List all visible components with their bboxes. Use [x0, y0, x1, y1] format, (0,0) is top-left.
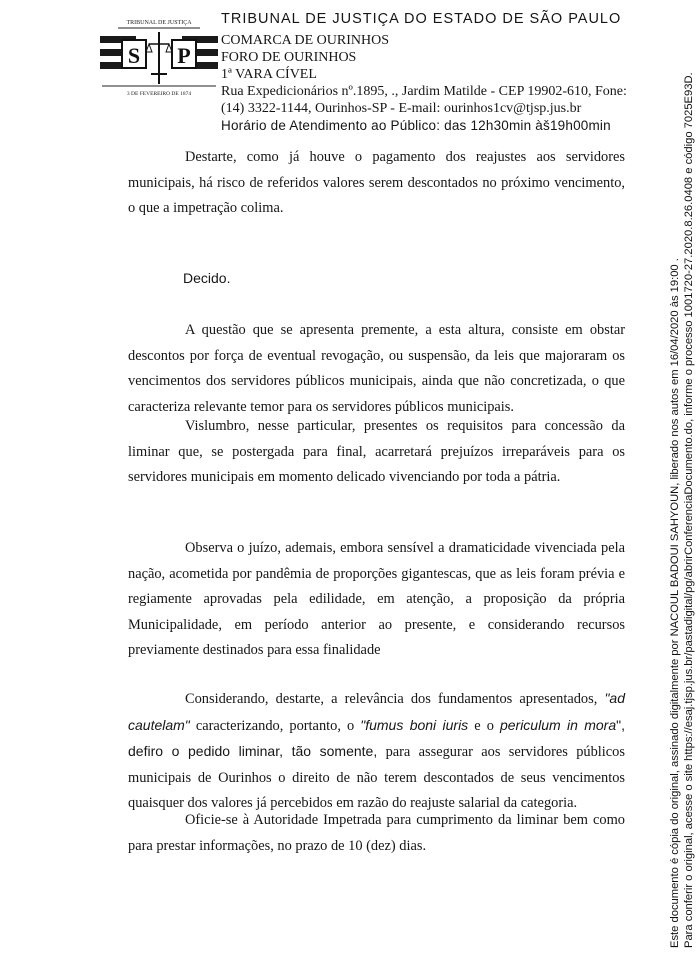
seal-top-text: TRIBUNAL DE JUSTIÇA: [126, 20, 192, 26]
paragraph-5-part-c: caracterizando, portanto, o: [195, 717, 355, 734]
seal-graphic: [100, 14, 218, 98]
paragraph-5-part-e: e o: [474, 717, 494, 734]
ad-cautelam: "ad cautelam": [128, 690, 625, 733]
closing-quote: ",: [616, 716, 625, 733]
fumus-boni-iuris: "fumus boni iuris: [360, 716, 469, 733]
seal-letter-s: S: [127, 43, 141, 68]
paragraph-6: Oficie-se à Autoridade Impetrada para cumprimento da liminar bem como para prestar informações, no prazo de 10 (dez) dias.: [128, 812, 625, 854]
paragraph-2: A questão que se apresenta premente, a esta altura, consiste em obstar descontos por força de eventual revogação, ou suspensão, da leis que majoraram os vencimentos dos servidores públicos municipais, ainda que não concretizada, o que caracteriza relevante temor para os servidores públicos municipais.: [128, 322, 625, 415]
seal-date-text: 3 DE FEVEREIRO DE 1874: [126, 91, 192, 97]
decision-heading: Decido.: [183, 270, 231, 286]
court-seal: [100, 14, 218, 98]
digital-signature-notice: [668, 0, 696, 960]
paragraph-5-part-i: para assegurar aos servidores públicos municipais de Ourinhos o direito de não terem descontados de seus vencimentos quaisquer dos valores já percebidos em razão do reajuste salarial da categoria.: [128, 744, 625, 811]
address-line-2: (14) 3322-1144, Ourinhos-SP - E-mail: ourinhos1cv@tjsp.jus.br: [221, 101, 582, 116]
paragraph-5: [128, 686, 625, 817]
address-line-1: Rua Expedicionários nº.1895, ., Jardim Matilde - CEP 19902-610, Fone:: [221, 84, 627, 99]
paragraph-3: Vislumbro, nesse particular, presentes os requisitos para concessão da liminar que, se postergada para final, acarretará prejuízos irreparáveis para os servidores municipais em momento delicado vivenciando por toda a pátria.: [128, 418, 625, 485]
seal-letter-p: P: [177, 43, 191, 68]
comarca-line: COMARCA DE OURINHOS: [221, 33, 390, 48]
paragraph-4: Observa o juízo, ademais, embora sensível a dramaticidade vivenciada pela nação, acometida por pandêmia de proporções gigantescas, que as leis foram prévia e regiamente aprovadas pela edilidade, em atenção, a proposição da própria Municipalidade, em período anterior ao presente, e considerando recursos previamente destinados para essa finalidade: [128, 540, 625, 658]
signature-notice-line-2: Para conferir o original, acesse o site https://esaj.tjsp.jus.br/pastadigital/pg/abrirConferenciaDocumento.do, informe o processo 1001720-27.2020.8.26.0408 e código 7025E93D.: [683, 72, 695, 948]
paragraph-5-part-a: Considerando, destarte, a relevância dos fundamentos apresentados,: [185, 691, 598, 707]
signature-notice-line-1: Este documento é cópia do original, assinado digitalmente por NACOUL BADOUI SAHYOUN, liberado nos autos em 16/04/2020 às 19:00 .: [669, 258, 681, 948]
office-hours: Horário de Atendimento ao Público: das 12h30min àš19h00min: [221, 118, 611, 133]
periculum-in-mora: periculum in mora: [499, 716, 617, 733]
vara-line: 1ª VARA CÍVEL: [221, 67, 317, 82]
foro-line: FORO DE OURINHOS: [221, 50, 357, 65]
court-title: TRIBUNAL DE JUSTIÇA DO ESTADO DE SÃO PAULO: [221, 11, 622, 27]
defiro-liminar: defiro o pedido liminar, tão somente,: [128, 743, 378, 759]
paragraph-1: Destarte, como já houve o pagamento dos reajustes aos servidores municipais, há risco de referidos valores serem descontados no próximo vencimento, o que a impetração colima.: [128, 149, 625, 216]
